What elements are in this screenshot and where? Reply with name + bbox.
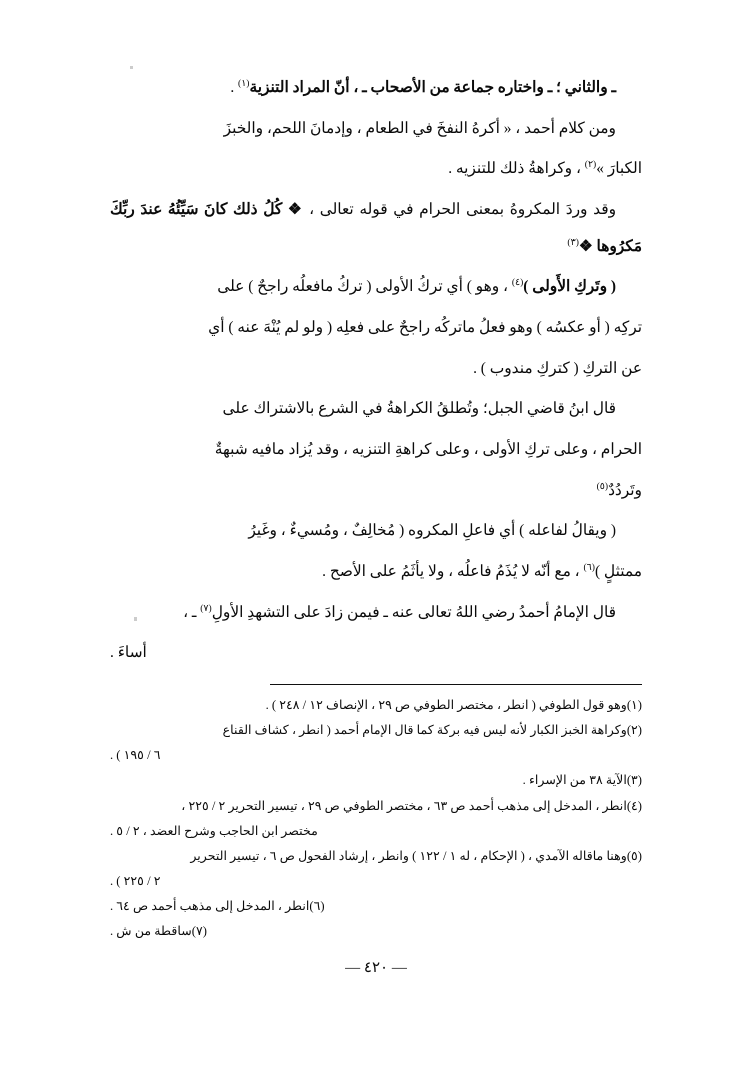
footnote-3-text: الآية ٣٨ من الإسراء .: [522, 773, 627, 788]
para-ahmad-speech-line2-text: الكبارَ »: [596, 160, 642, 178]
footnote-6-marker: (٦): [309, 899, 325, 914]
para-tark-awla-line1-tail: ، وهو ) أي تركُ الأولى ( تركُ مافعلُه راجحٌ ) على: [217, 278, 512, 296]
quran-ayah: ❖ كُلُ ذلك كانَ سَيِّئُهُ عندَ ربِّكَ مَكرُوها ❖: [110, 200, 642, 255]
footnote-ref-4: (٤): [511, 278, 524, 289]
footnote-2-marker: (٢): [626, 723, 642, 738]
footnote-1-marker: (١): [626, 697, 642, 712]
footnote-4-cont: مختصر ابن الحاجب وشرح العضد ، ٢ / ٥ .: [110, 823, 318, 838]
para-yuqalu-lifailihi-line1: ( ويقالُ لفاعله ) أي فاعلِ المكروه ( مُخالِفٌ ، ومُسيءٌ ، وغَيرُ: [248, 522, 616, 540]
para-yuqalu-lifailihi-line2-text: ممتثلٍ ): [594, 562, 642, 580]
para-ahmad-speech-line2: [110, 151, 642, 188]
para-imam-ahmad-line1-tail: ـ ،: [183, 603, 201, 621]
para-ahmad-speech-line2-tail: ، وكراهةُ ذلك للتنزيه .: [448, 160, 585, 178]
page-number: — ٤٢٠ —: [345, 959, 407, 976]
para-yuqalu-lifailihi-line2-tail: ، مع أنّه لا يُذَمُ فاعلُه ، ولا يأثَمُ على الأصح .: [322, 562, 584, 580]
footnote-2: [110, 718, 642, 742]
para-yuqalu-lifailihi-line2: [110, 554, 642, 591]
para-imam-ahmad: [110, 595, 642, 632]
para-ahmad-speech-line1: ومن كلام أحمد ، « أكرهُ النفخَ في الطعام ، وإدمانَ اللحم، والخبزَ: [223, 119, 616, 137]
para-qadi-al-jabal: [110, 391, 642, 428]
footnote-ref-6: (٦): [583, 562, 595, 573]
footnote-5-text: وهنا ماقاله الآمدي ، ( الإحكام ، له ١ / ١٢٢ ) وانطر ، إرشاد الفحول ص ٦ ، تيسير التحرير: [190, 848, 627, 863]
para-second-view-tail: .: [230, 79, 239, 96]
footnote-separator: [110, 684, 642, 685]
footnotes-block: [110, 693, 642, 944]
para-imam-ahmad-line2: أساءَ .: [110, 644, 147, 662]
footnote-2-cont: ٦ / ١٩٥ ) .: [110, 748, 161, 763]
para-makruh-haram: [110, 192, 642, 265]
para-tark-awla-term: ( وتَركِ الأَولى ): [523, 278, 616, 296]
para-second-view: [110, 70, 642, 107]
footnote-5-cont: ٢ / ٢٢٥ ) .: [110, 874, 161, 889]
footnote-6: [110, 894, 642, 918]
para-tark-awla-line3: عن التركِ ( كتركِ مندوب ) .: [473, 359, 642, 377]
para-yuqalu-lifailihi: [110, 513, 642, 550]
footnote-7: [110, 919, 642, 943]
para-second-view-lead: ـ والثاني ؛ ـ واختاره جماعة من الأصحاب ـ ، أنّ المراد التنزية: [249, 79, 616, 96]
para-makruh-haram-text: وقد وردَ المكروهُ بمعنى الحرام في قوله تعالى ،: [309, 200, 616, 218]
footnote-5: [110, 844, 642, 868]
para-tark-awla-line2: تركِه ( أو عكسُه ) وهو فعلُ ماتركُه راجحٌ على فعلِه ( ولو لم يُنْهَ عنه ) أي: [208, 318, 642, 336]
footnote-5-marker: (٥): [626, 848, 642, 863]
footnote-1-text: وهو قول الطوفي ( انطر ، مختصر الطوفي ص ٢٩ ، الإنصاف ١٢ / ٢٤٨ ) .: [265, 697, 627, 712]
footnote-3-marker: (٣): [626, 773, 642, 788]
footnote-6-text: انطر ، المدخل إلى مذهب أحمد ص ٦٤ .: [110, 899, 310, 914]
footnote-7-text: ساقطة من ش .: [110, 924, 192, 939]
para-imam-ahmad-line1: قال الإمامُ أحمدُ رضي اللهُ تعالى عنه ـ فيمن زادَ على التشهدِ الأولِ: [211, 603, 616, 621]
footnote-ref-5: (٥): [596, 481, 609, 492]
footnote-4-marker: (٤): [626, 798, 642, 813]
footnote-ref-7: (٧): [200, 603, 212, 614]
footnote-ref-2: (٢): [584, 160, 597, 171]
scan-speck: [134, 617, 137, 621]
footnote-4: [110, 794, 642, 818]
footnote-ref-1: (١): [238, 78, 250, 89]
para-qadi-al-jabal-line3: [110, 473, 642, 510]
para-tark-awla: [110, 269, 642, 306]
para-qadi-al-jabal-line3-text: وتَردُدٌ: [608, 481, 642, 499]
footnote-2-text: وكراهة الخبز الكبار لأنه ليس فيه بركة كما قال الإمام أحمد ( انطر ، كشاف القناع: [222, 723, 627, 738]
scan-speck: [130, 66, 133, 69]
footnote-3: [110, 768, 642, 792]
para-qadi-al-jabal-line2: الحرام ، وعلى تركِ الأولى ، وعلى كراهةِ التنزيه ، وقد يُزاد مافيه شبهةٌ: [214, 440, 642, 458]
body-text: [110, 70, 642, 672]
footnote-4-text: انطر ، المدخل إلى مذهب أحمد ص ٦٣ ، مختصر الطوفي ص ٢٩ ، تيسير التحرير ٢ / ٢٢٥ ،: [181, 798, 627, 813]
footnote-7-marker: (٧): [191, 924, 207, 939]
para-qadi-al-jabal-line1: قال ابنُ قاضي الجبل؛ وتُطلقُ الكراهةُ في الشرع بالاشتراك على: [222, 400, 616, 418]
footnote-ref-3: (٣): [567, 237, 579, 248]
para-ahmad-speech: [110, 111, 642, 148]
footnote-rule: [270, 684, 642, 685]
footnote-1: [110, 693, 642, 717]
